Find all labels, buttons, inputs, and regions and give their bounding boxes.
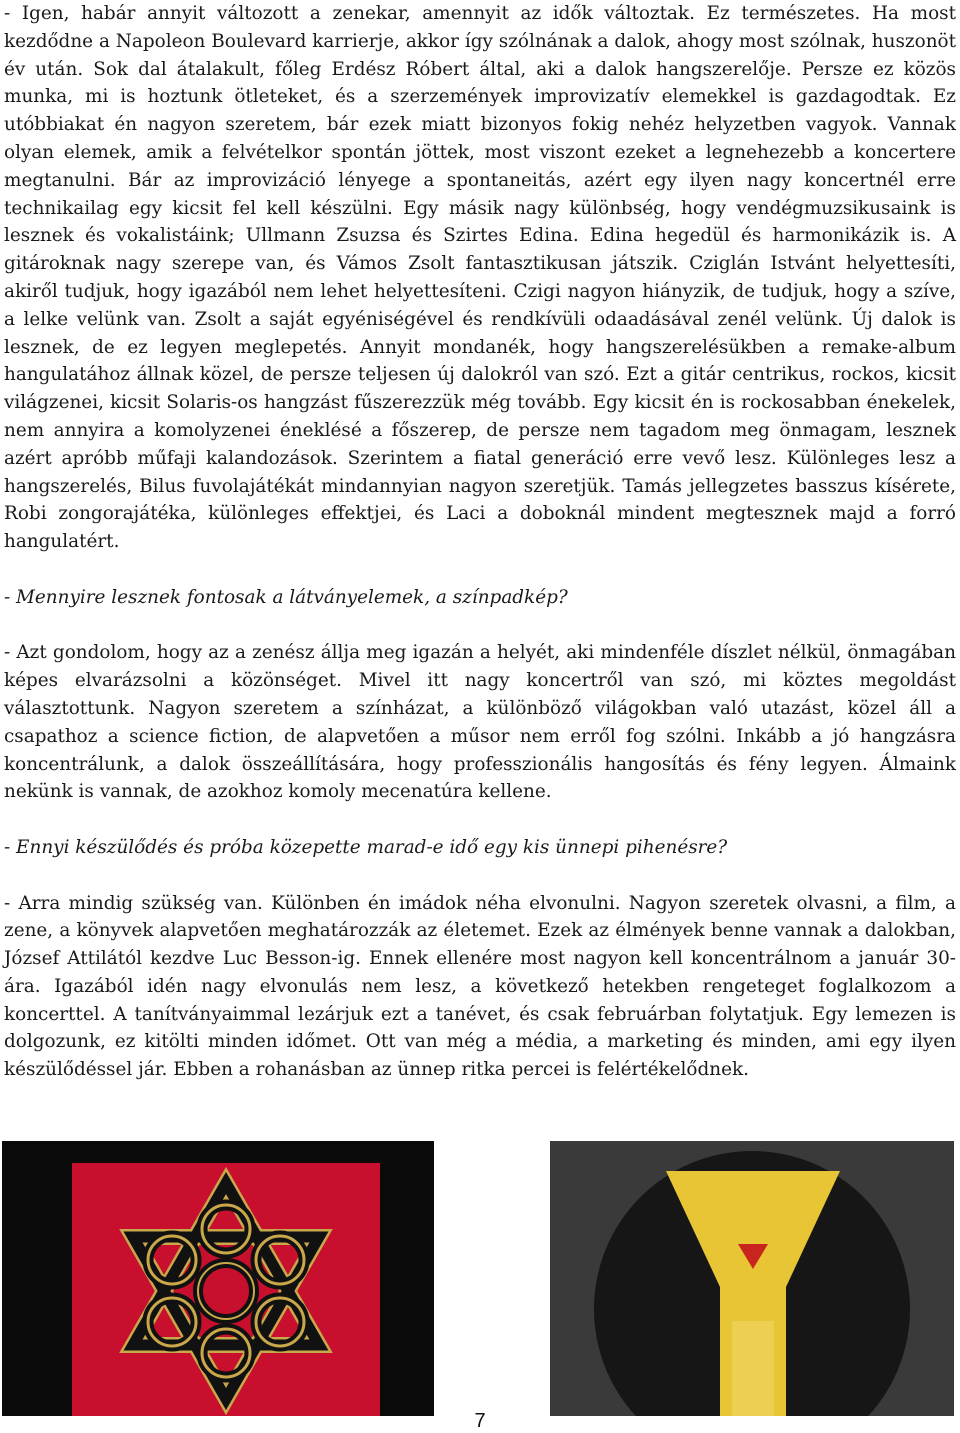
- yellow-y-painting-icon: [550, 1141, 954, 1416]
- answer-paragraph: - Azt gondolom, hogy az a zenész állja meg igazán a helyét, aki mindenféle díszlet nélkül, önmagában képes elvarázsolni a közönséget. Mivel itt nagy koncertről van szó, mi köztes megoldást választottunk. Nagyon szeretem a színházat, a különböző világokban való utazást, közel áll a csapathoz a science fiction, de alapvetően a műsor nem erről fog szólni. Inkább a jó hangzásra koncentrálunk, a dalok összeállítására, hogy professzionális hangosítás és fény legyen. Álmaink nekünk is vannak, de azokhoz komoly mecenatúra kellene.: [4, 642, 956, 803]
- question-paragraph: - Mennyire lesznek fontosak a látványelemek, a színpadkép?: [4, 586, 568, 608]
- page-number: 7: [474, 1410, 486, 1432]
- yellow-y-painting-photo: [550, 1141, 954, 1416]
- celtic-knot-painting-icon: [2, 1141, 434, 1416]
- answer-paragraph: - Arra mindig szükség van. Különben én imádok néha elvonulni. Nagyon szeretek olvasni, a film, a zene, a könyvek alapvetően meghatározzák az életemet. Ezek az élmények benne vannak a dalokban, József Attilától kezdve Luc Besson-ig. Ennek ellenére most nagyon kell koncentrálnom a január 30-ára. Igazából idén nagy elvonulás nem lesz, a következő hetekben rengeteget foglalkozom a koncerttel. A tanítványaimmal lezárjuk ezt a tanévet, és csak februárban folytatjuk. Egy lemezen is dolgozunk, ez kitölti minden időmet. Ott van még a média, a marketing és minden, ami egy ilyen készülődéssel jár. Ebben a rohanásban az ünnep ritka percei is felértékelődnek.: [4, 892, 956, 1081]
- answer-paragraph: - Igen, habár annyit változott a zenekar, amennyit az idők változtak. Ez természetes. Ha most kezdődne a Napoleon Boulevard karrierje, akkor így szólnának a dalok, ahogy most szólnak, huszonöt év után. Sok dal átalakult, főleg Erdész Róbert által, aki a dalok hangszerelője. Persze ez közös munka, mi is hoztunk ötleteket, és a szerzemények improvizatív elemekkel is gazdagodtak. Ez utóbbiakat én nagyon szeretem, bár ezek miatt bizonyos fokig nehéz helyzetben vagyok. Vannak olyan elemek, amik a felvételkor spontán jöttek, most viszont ezeket a legnehezebb a koncertere megtanulni. Bár az improvizáció lényege a spontaneitás, azért egy ilyen nagy koncertnél erre technikailag egy kicsit fel kell készülni. Egy másik nagy különbség, hogy vendégmuzsikusaink is lesznek és vokalistáink; Ullmann Zsuzsa és Szirtes Edina. Edina hegedül és harmonikázik is. A gitároknak nagy szerepe van, és Vámos Zsolt fantasztikusan játszik. Cziglán Istvánt helyettesíti, akiről tudjuk, hogy igazából nem lehet helyettesíteni. Czigi nagyon hiányzik, de tudjuk, hogy a szíve, a lelke velünk van. Zsolt a saját egyéniségével és rendkívüli odaadásával zenél velünk. Új dalok is lesznek, de ez legyen meglepetés. Annyit mondanék, hogy hangszerelésükben a remake-album hangulatához állnak közel, de persze teljesen új dalokról van szó. Ezt a gitár centrikus, rockos, kicsit világzenei, kicsit Solaris-os hangzást fűszerezzük még tovább. Egy kicsit én is rockosabban énekelek, nem annyira a komolyzenei éneklésé a főszerep, de persze nem tagadom meg önmagam, lesznek azért apróbb műfaji kalandozások. Szerintem a fiatal generáció erre vevő lesz. Különleges lesz a hangszerelés, Bilus fuvolajátékát mindannyian nagyon szeretjük. Tamás jellegzetes basszus kísérete, Robi zongorajátéka, különleges effektjei, és Laci a doboknál mindent megtesznek majd a forró hangulatért.: [4, 3, 956, 553]
- article-body: [4, 0, 956, 1084]
- question-paragraph: - Ennyi készülődés és próba közepette marad-e idő egy kis ünnepi pihenésre?: [4, 836, 728, 858]
- celtic-knot-painting-photo: [2, 1141, 434, 1416]
